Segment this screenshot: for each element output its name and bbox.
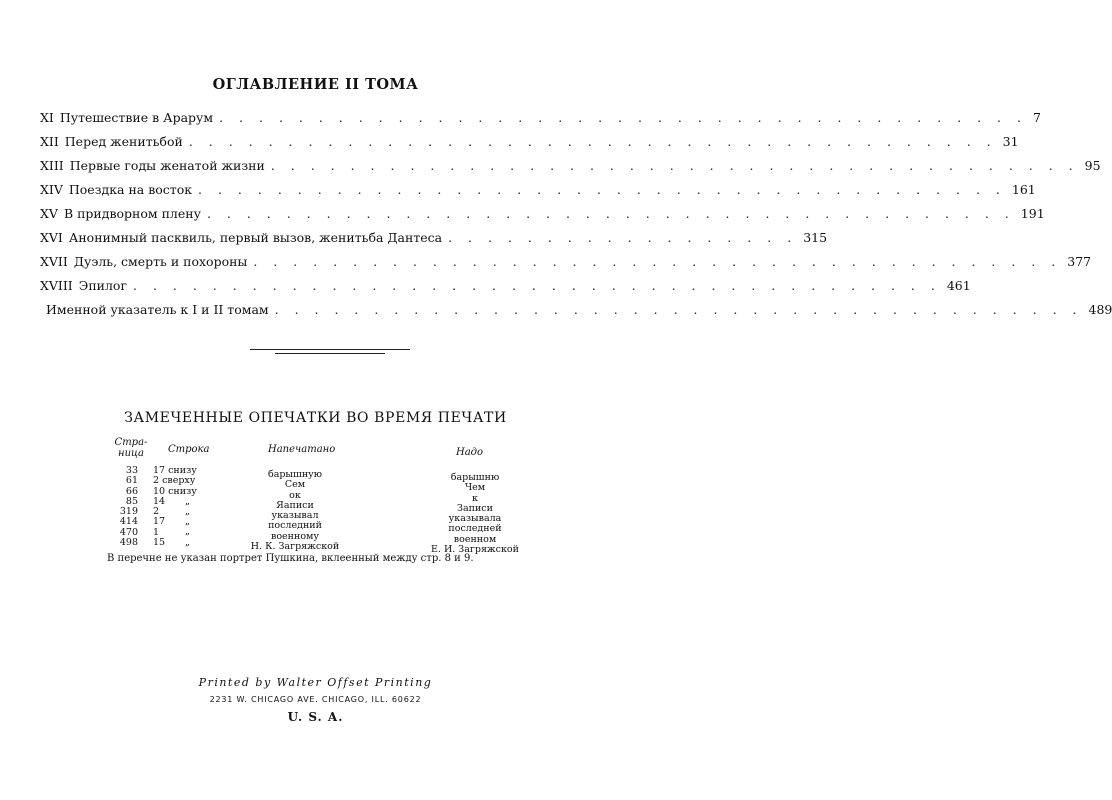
section-divider bbox=[275, 353, 385, 354]
errata-should: указывала bbox=[448, 513, 502, 525]
toc-entry-title: Поездка на восток bbox=[68, 182, 193, 197]
toc-entry bbox=[40, 134, 1019, 152]
header-page bbox=[110, 437, 152, 459]
errata-title: ЗАМЕЧЕННЫЕ ОПЕЧАТКИ ВО ВРЕМЯ ПЕЧАТИ bbox=[124, 410, 507, 426]
toc-entry-number: XI bbox=[40, 110, 54, 125]
toc-entry-number: XII bbox=[40, 134, 59, 149]
errata-page: 61 bbox=[125, 475, 138, 487]
toc-entry-page: 191 bbox=[1020, 206, 1045, 221]
errata-should: барышню bbox=[450, 472, 500, 483]
toc-leader-dots: . . . . . . . . . . . . . . . . . . . . . . . . . . . . . . . . . . . . . . . . . bbox=[270, 158, 1079, 173]
errata-page: 66 bbox=[125, 485, 138, 497]
toc-entry-number: XV bbox=[40, 206, 58, 221]
toc-leader-dots: . . . . . . . . . . . . . . . . . . . . . . . . . . . . . . . . . . . . . . . . . bbox=[274, 302, 1083, 317]
toc-entry-page: 7 bbox=[1032, 110, 1041, 125]
errata-should-column bbox=[405, 473, 545, 555]
ditto-marks-column bbox=[185, 476, 195, 548]
errata-line: 10 снизу bbox=[153, 485, 197, 497]
toc-entry bbox=[40, 110, 1041, 128]
toc-title: ОГЛАВЛЕНИЕ II ТОМА bbox=[212, 76, 419, 93]
toc-leader-dots: . . . . . . . . . . . . . . . . . . . . . . . . . . . . . . . . . . . . . . . . . bbox=[133, 278, 941, 293]
errata-printed: барышную bbox=[267, 469, 323, 480]
toc-entry-number: XVI bbox=[40, 230, 63, 245]
errata-line: 2 сверху bbox=[153, 475, 196, 487]
toc-entry-number: XIII bbox=[40, 158, 64, 173]
errata-line: 1 bbox=[153, 526, 160, 538]
header-should: Надо bbox=[456, 447, 484, 458]
toc-entry-title: Именной указатель к I и II томам bbox=[46, 302, 269, 317]
errata-should: Е. И. Загряжской bbox=[431, 544, 519, 556]
toc-entry bbox=[40, 182, 1036, 200]
toc-entry-page: 461 bbox=[946, 278, 971, 293]
printer-country: U. S. A. bbox=[287, 710, 344, 724]
toc-entry-title: В придворном плену bbox=[63, 206, 201, 221]
toc-entry-page: 377 bbox=[1067, 254, 1092, 269]
section-divider bbox=[250, 349, 410, 350]
toc-entry bbox=[40, 230, 828, 248]
errata-page: 414 bbox=[119, 516, 138, 528]
errata-page-column bbox=[108, 466, 138, 548]
toc-entry bbox=[40, 302, 1112, 320]
errata-printed: последний bbox=[268, 520, 322, 532]
toc-entry-title: Анонимный пасквиль, первый вызов, женитьба Дантеса bbox=[68, 230, 443, 245]
header-line: Строка bbox=[168, 444, 210, 455]
errata-line: 17 bbox=[153, 516, 166, 528]
errata-page: 85 bbox=[125, 495, 138, 507]
toc-entry-number: XVIII bbox=[40, 278, 73, 293]
errata-printed: Сем bbox=[284, 479, 306, 491]
toc-leader-dots: . . . . . . . . . . . . . . . . . . bbox=[448, 230, 798, 245]
ditto-mark: „ bbox=[185, 526, 190, 538]
errata-should: Записи bbox=[457, 502, 493, 514]
toc-entry-title: Перед женитьбой bbox=[64, 134, 183, 149]
toc-entry-page: 95 bbox=[1084, 158, 1101, 173]
errata-line: 17 снизу bbox=[153, 465, 197, 476]
errata-line: 14 bbox=[153, 495, 166, 507]
toc-entry-title: Путешествие в Арарум bbox=[59, 110, 214, 125]
errata-printed: Яаписи bbox=[276, 499, 314, 511]
toc-entry-title: Дуэль, смерть и похороны bbox=[73, 254, 248, 269]
errata-page: 33 bbox=[125, 465, 138, 476]
toc-leader-dots: . . . . . . . . . . . . . . . . . . . . . . . . . . . . . . . . . . . . . . . . . bbox=[206, 206, 1015, 221]
toc-leader-dots: . . . . . . . . . . . . . . . . . . . . . . . . . . . . . . . . . . . . . . . . . bbox=[188, 134, 997, 149]
printer-credit: Printed by Walter Offset Printing bbox=[198, 676, 433, 689]
errata-line: 15 bbox=[153, 537, 166, 549]
errata-should: военном bbox=[453, 533, 497, 545]
errata-page: 470 bbox=[119, 526, 138, 538]
errata-printed: военному bbox=[270, 530, 320, 542]
errata-line: 2 bbox=[153, 506, 160, 518]
toc-entry-title: Первые годы женатой жизни bbox=[69, 158, 265, 173]
toc-entry-number: XVII bbox=[40, 254, 68, 269]
toc-entry bbox=[40, 206, 1045, 224]
toc-leader-dots: . . . . . . . . . . . . . . . . . . . . . . . . . . . . . . . . . . . . . . . . . bbox=[219, 110, 1027, 125]
toc-entry bbox=[40, 278, 971, 296]
toc-entry-title: Эпилог bbox=[78, 278, 127, 293]
errata-should: к bbox=[472, 492, 478, 504]
toc-entry-page: 315 bbox=[803, 230, 828, 245]
errata-should: последней bbox=[448, 523, 502, 535]
errata-printed: ок bbox=[289, 489, 301, 501]
toc-entry bbox=[40, 158, 1101, 176]
header-page-line2: ница bbox=[118, 448, 144, 459]
ditto-mark: „ bbox=[185, 536, 190, 548]
toc-entry-page: 31 bbox=[1002, 134, 1019, 149]
header-page-line1: Стра- bbox=[114, 437, 148, 448]
errata-printed: Н. К. Загряжской bbox=[250, 541, 340, 553]
errata-printed: указывал bbox=[271, 510, 319, 522]
printer-address: 2231 W. CHICAGO AVE. CHICAGO, ILL. 60622 bbox=[209, 695, 422, 704]
ditto-mark: „ bbox=[185, 516, 190, 528]
toc-entry bbox=[40, 254, 1092, 272]
errata-page: 319 bbox=[119, 506, 138, 518]
errata-page: 498 bbox=[119, 537, 138, 549]
errata-printed-column bbox=[230, 470, 360, 552]
toc-entry-number: XIV bbox=[40, 182, 63, 197]
toc-entry-page: 489 bbox=[1088, 302, 1112, 317]
errata-should: Чем bbox=[464, 482, 486, 494]
errata-note: В перечне не указан портрет Пушкина, вклеенный между стр. 8 и 9. bbox=[107, 553, 474, 564]
toc-leader-dots: . . . . . . . . . . . . . . . . . . . . . . . . . . . . . . . . . . . . . . . . . bbox=[253, 254, 1062, 269]
ditto-mark: „ bbox=[185, 505, 190, 517]
toc-leader-dots: . . . . . . . . . . . . . . . . . . . . . . . . . . . . . . . . . . . . . . . . . bbox=[198, 182, 1006, 197]
ditto-mark: „ bbox=[185, 495, 190, 507]
header-printed: Напечатано bbox=[268, 444, 336, 455]
toc-entry-page: 161 bbox=[1011, 182, 1036, 197]
